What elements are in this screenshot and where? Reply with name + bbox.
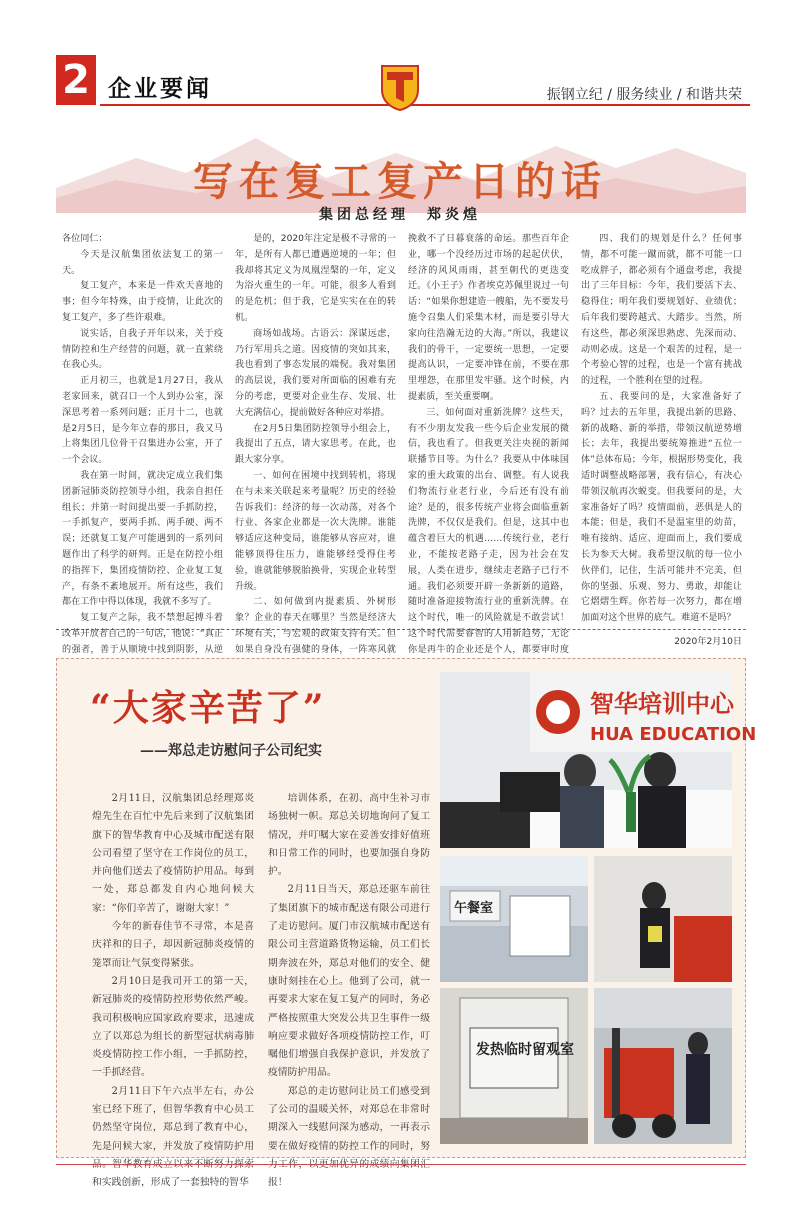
- paragraph: 复工复产之际，我不禁想起搏斗着改革开放者自己的一句话，他说：“真正的强者，善于从顺境中找到阴影，从逆: [62, 613, 223, 655]
- paragraph: 正月初三，也就是1月27日，我从老家回来，就召口一个人到办公室，深深思考着一系列问题；正月十二，也就是2月5日，是今年立春的那日，我又马上将集团几位骨干召集进办公室，开了一个会议。: [62, 376, 223, 466]
- paragraph: 四、我们的规划是什么？任何事情，都不可能一蹴而就，都不可能一口吃成胖子，都必须有个通盘考虑，我提出了三年目标：今年，我们要活下去、稳得住；明年我们要规划好、业绩优；后年我们要跨越式、大踏步。当然，所有这些，都必须深思熟虑、先深而动、动则必成。这是一个艰苦的过程，是一个考验心智的过程，也是一个富有挑战的过程，一个胜利在望的过程。: [581, 234, 742, 387]
- greeting: 各位同仁：: [62, 234, 108, 244]
- article-1-column-4: [581, 232, 742, 647]
- article-2-column-2: [268, 790, 430, 1189]
- article-1-column-2: [235, 232, 396, 655]
- article-1-body: [62, 232, 742, 655]
- photo-warehouse: [594, 988, 732, 1144]
- paragraph: 是的，2020年注定是极不寻常的一年，是所有人都已遭遇逆境的一年；但我却将其定义为凤凰涅槃的一年，定义为浴火重生的一年。可能，很多人看到的是危机；但于我，它是实实在在的转机。: [235, 234, 396, 323]
- training-center-sign-en: HUA EDUCATION: [590, 724, 757, 745]
- photo-isolation-room: [440, 988, 588, 1144]
- article-date: 2020年2月10日: [674, 636, 742, 647]
- photo-lunch-room-scene: [440, 856, 588, 982]
- training-center-sign: 智华培训中心: [590, 690, 734, 718]
- paragraph: 一、如何在困境中找到转机，将现在与未来关联起来考量呢？历史的经验告诉我们：经济的每一次动荡，对各个行业、各家企业都是一次大洗牌。谁能够适应这种变局，谁能够从容应对，谁能够顶得住压力，谁能够经受得住考验，谁就能够脱胎换骨，实现企业转型升级。: [235, 470, 396, 592]
- isolation-room-sign: 发热临时留观室: [476, 1042, 574, 1058]
- article-2-body: [92, 790, 430, 1189]
- article-1-title: 写在复工复产日的话: [193, 159, 607, 205]
- photo-lunch-room: [440, 856, 588, 982]
- header-divider: [100, 104, 750, 106]
- article-1-column-1: [62, 232, 223, 655]
- paragraph: 二、如何做到内提素质、外树形象？企业的春天在哪里？当然是经济大环境有关，与宏观的政策支持有关。但如果自身没有强健的身体，一阵寒风就: [235, 597, 396, 655]
- photo-warehouse-scene: [594, 988, 732, 1144]
- paragraph: 2月11日下午六点半左右，办公室已经下班了，但智华教育中心员工仍然坚守岗位，郑总到了教育中心，先是问候大家，并发放了疫情防护用 和实践创新，形成了一套独特的智华: [92, 1085, 254, 1189]
- lunch-room-sign: 午餐室: [454, 901, 494, 916]
- paragraph: 我在第一时间，就决定成立我们集团新冠肺炎防控领导小组，我亲自担任组长；并第一时间提出要一手抓防控，一手抓复产，要两手抓、两手硬、两不误；还就复工复产可能遇到的一系列问题作出了科学的研判。正是在防控小组的指挥下，集团疫情防控、企业复工复产，有条不紊地展开。所有这些，我们都在工作中得以体现，我就不多写了。: [62, 470, 223, 608]
- paragraph: 复工复产，本来是一件欢天喜地的事；但今年特殊，由于疫情，让此次的复工复产，多了些许艰难。: [62, 281, 223, 323]
- photo-supplies-scene: [594, 856, 732, 982]
- paragraph: 三、如何面对重新洗牌？这些天，有不少朋友发我一些今后企业发展的微信，我也看了。但我更关注央视的新闻联播节目等。为什么？我要从中体味国家的重大政策的出台、调整。有人说我们物流行业老行业，今后还有没有前途？是的，很多传统产业将会面临重新洗牌，不仅仅是我们。但是，这其中也蕴含着巨大的机遇……传统行业，老行业，不能按老路子走，因为社会在发展，人类在进步，继续走老路子已行不通。我们必须要开辟一条新新的道路，随时准备迎接物流行业的重新洗牌。在这个时代，唯一的风险就是不敢尝试！这个时代需要睿智的人用新趋势，无论你是再牛的企业还是个人，都要审时度: [408, 407, 569, 655]
- paragraph: 郑总的走访慰问让员工们感受到了公司的温暖关怀，对郑总在非常时期深入一线慰问深为感动，一再表示要在做好疫情的防控工作的同时，努 报！: [268, 1085, 430, 1189]
- paragraph: 2月11日当天，郑总还驱车前往了集团旗下的城市配送有限公司进行了走访慰问。厦门市汉航城市配送有限公司主营道路货物运输，员工们长期奔波在外，郑总对他们的安全、健康时刻挂在心上。他到了公司，就一再要求大家在复工复产的同时，务必严格按照重大突发公共卫生事件一级响应要求做好各项疫情防控工作，叮嘱他们增强自我保护意识，并发放了疫情防护用品。: [268, 884, 430, 1079]
- photo-isolation-room-scene: [440, 988, 588, 1144]
- bottom-divider: [56, 1164, 746, 1165]
- article-1-author: 集团总经理 郑炎煌: [319, 207, 481, 223]
- paragraph: 2月11日，汉航集团总经理郑炎煌先生在百忙中先后来到了汉航集团旗下的智华教育中心及城市配送有限公司看望了坚守在工作岗位的员工，并向他们送去了疫情防护用品。每到一处，郑总都发自内心地问候大家：“你们辛苦了，谢谢大家！”: [92, 793, 254, 914]
- article-2-subtitle: ——郑总走访慰问子公司纪实: [140, 743, 322, 759]
- paragraph: 2月10日是我司开工的第一天，新冠肺炎的疫情防控形势依然严峻。我司积极响应国家政府要求，迅速成立了以郑总为组长的新型冠状病毒肺炎疫情防控工作小组，一手抓防控，一手抓经营。: [92, 975, 254, 1079]
- company-logo: [378, 62, 422, 112]
- photo-training-center: [440, 672, 757, 848]
- article-1-column-3: [408, 232, 569, 655]
- paragraph: 今天是汉航集团依法复工的第一天。: [62, 249, 223, 276]
- paragraph: 说实话，自我子开年以来，关于疫情防控和生产经营的问题，就一直萦绕在我心头。: [62, 328, 223, 371]
- paragraph: 商场如战场。古语云：深谋远虑，乃行军用兵之道。因疫情的突如其来，我也看到了事态发展的端倪。我对集团的高层说，我们要对所面临的困难有充分的考虑，更要对企业生存、发展、壮大充满信心，提前做好各种应对举措。: [235, 328, 396, 418]
- article-2-column-1: [92, 790, 254, 1189]
- paragraph: 培训体系，在初、高中生补习市场独树一帜。郑总关切地询问了复工情况，并叮嘱大家在妥善安排好值班和日常工作的同时，也要加强自身防护。: [268, 793, 430, 878]
- paragraph: 今年的新春佳节不寻常，本是喜庆祥和的日子，却因新冠肺炎疫情的笼罩而让气氛变得紧张。: [92, 921, 254, 969]
- photo-supplies: [594, 856, 732, 982]
- header-slogan: 振钢立纪 / 服务续业 / 和谐共荣: [546, 87, 742, 103]
- paragraph: 在2月5日集团防控领导小组会上，我提出了五点，请大家思考。在此，也跟大家分享。: [235, 423, 396, 466]
- paragraph: 挽救不了日暮衰落的命运。那些百年企业，哪一个没经历过市场的起起伏伏，经济的风风雨雨，甚至朝代的更迭变迁。《小王子》作者埃克苏佩里说过一句话：“如果你想建造一艘船，先不要发号施令召集人们采集木材，而是要引导大家向往浩瀚无边的大海。”所以，我建议我们的骨干，一定要统一思想，一定要提高认识，一定要冲锋在前，不要在那里埋怨，在那里发牢骚。这个时候，内提素质，至关重要啊。: [408, 234, 569, 402]
- paragraph: 五、我要问的是，大家准备好了吗？过去的五年里，我提出新的思路、新的战略、新的举措，带领汉航逆势增长；去年，我提出要统筹推进“五位一体”总体布局；今年，根据形势变化，我适时调整战略部署，我有信心，有决心带领汉航再次蜕变。但我要问的是，大家准备好了吗？疫情面前，恶俱是人的本能；但是，我们不是温室里的幼苗，唯有接纳、适应、迎面而上，我们要成长为参天大树。我希望汉航的每一位小伙伴们，记住，生活可能并不完美，但你的坚强、乐观、努力、勇敢，却能让它熠熠生辉。你若每一次努力，都在增加面对这个世界的底气。难道不是吗？: [581, 391, 742, 624]
- photo-training-center-scene: [440, 672, 757, 848]
- article-2-title: “大家辛苦了”: [90, 687, 326, 729]
- section-title: 企业要闻: [108, 75, 212, 102]
- page-number: 2: [56, 55, 96, 105]
- page-header: [0, 0, 800, 118]
